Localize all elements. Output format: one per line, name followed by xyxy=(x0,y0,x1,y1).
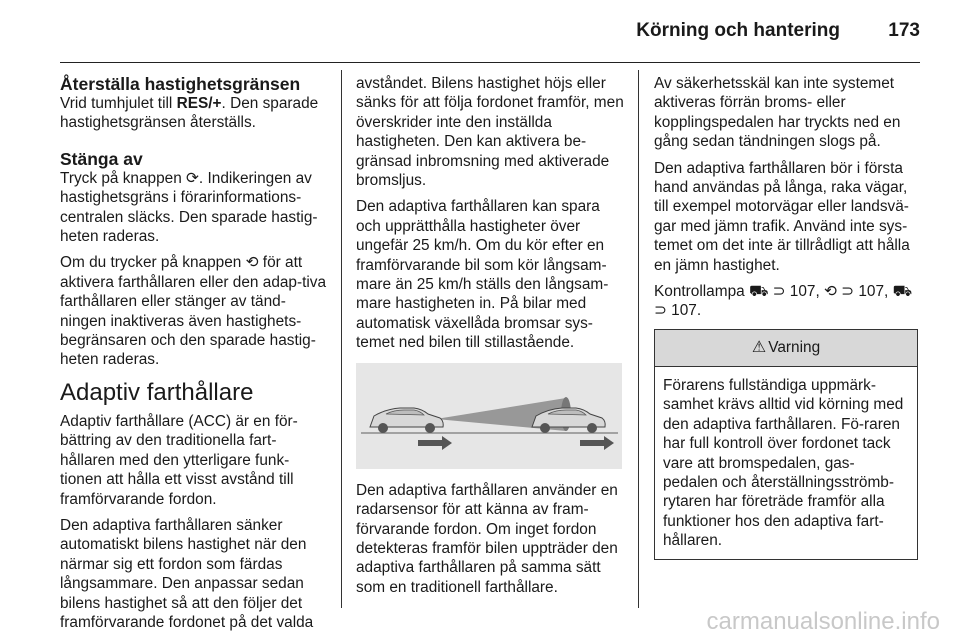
warning-triangle-icon: ⚠ xyxy=(751,338,767,356)
column-middle xyxy=(356,74,624,604)
heading-turn-off: Stänga av xyxy=(60,148,143,169)
page-header xyxy=(60,0,920,63)
control-lamp-references: Kontrollampa ⛟ ⊃ 107, ⟲ ⊃ 107, ⛟ ⊃ 107. xyxy=(654,283,912,320)
paragraph-mid-2: Den adaptiva farthållaren kan spara och upprätthålla hastigheter över ungefär 25 km/h. Om du kör efter en framförvarande bil som kör långsam-mare än 25 km/h ställs den långsam-mare hastigheten in. På bilar med automatisk växellåda bromsar sys-temet ned bilen till stillastående. xyxy=(356,198,609,352)
paragraph-right-2: Den adaptiva farthållaren bör i första hand användas på långa, raka vägar, till exempel motorvägar eller landsvä-gar med jämn trafik. Använd inte sys-temet om det inte är tillrådligt att hålla en jämn hastighet. xyxy=(654,159,910,274)
paragraph-mid-3: Den adaptiva farthållaren använder en radarsensor för att känna av fram-förvarande fordon. Om inget fordon detekteras framför bilen uppträder den adaptiva farthållaren på samma sätt som en traditionell farthållare. xyxy=(356,481,618,596)
paragraph-turn-off-1: Tryck på knappen ⟳. Indikeringen av hastighetsgräns i förarinformations-centralen släcks. Den sparade hastig-heten raderas. xyxy=(60,169,318,246)
heading-reset-limit: Återställa hastighetsgränsen xyxy=(60,74,301,94)
warning-header xyxy=(655,330,917,367)
warning-title: Varning xyxy=(768,338,821,356)
watermark: carmanualsonline.info xyxy=(706,608,940,635)
paragraph-reset: Vrid tumhjulet till RES/+. Den sparade hastighetsgränsen återställs. xyxy=(60,95,319,132)
column-right xyxy=(654,74,920,560)
radar-illustration xyxy=(356,363,622,469)
paragraph-acc-2: Den adaptiva farthållaren sänker automatiskt bilens hastighet när den närmar sig ett fordon som färdas långsammare. Den anpassar sedan bilens hastighet så att den följer det framförvarande fordonet på det valda xyxy=(60,516,314,631)
paragraph-acc-1: Adaptiv farthållare (ACC) är en för-bättring av den traditionella fart-hållaren med den ytterligare funk-tionen att hålla ett visst avstånd till framförvarande fordon. xyxy=(60,412,298,508)
warning-box xyxy=(654,329,918,560)
paragraph-mid-1: avståndet. Bilens hastighet höjs eller sänks för att följa fordonet framför, men överskrider inte den inställda hastigheten. Den kan aktivera be-gränsad inbromsning med aktiverade bromsljus. xyxy=(356,75,624,190)
radar-cars-svg xyxy=(356,363,622,469)
column-divider xyxy=(638,70,639,608)
paragraph-turn-off-2: Om du trycker på knappen ⟲ för att aktivera farthållaren eller den adap-tiva farthållaren eller stänger av tänd-ningen inaktiveras även hastighets-begränsaren och den sparade hastig-heten raderas. xyxy=(60,254,327,369)
heading-adaptive-cruise: Adaptiv farthållare xyxy=(60,378,254,406)
column-divider xyxy=(341,70,342,608)
warning-text: Förarens fullständiga uppmärk-samhet krävs alltid vid körning med den adaptiva farthållaren. Fö-raren har full kontroll över fordonet tack vare att bromspedalen, gas-pedalen och återställningsströmb-rytaren har företräde framför alla funktioner hos den adaptiva fart-hållaren. xyxy=(663,376,904,550)
res-plus-label: RES/+ xyxy=(176,95,222,112)
column-left xyxy=(60,74,328,639)
page-number: 173 xyxy=(888,20,920,41)
paragraph-right-1: Av säkerhetsskäl kan inte systemet aktiveras förrän broms- eller kopplingspedalen har tryckts ned en gång sedan tändningen slogs på. xyxy=(654,75,901,151)
page-title: Körning och hantering xyxy=(636,20,840,41)
